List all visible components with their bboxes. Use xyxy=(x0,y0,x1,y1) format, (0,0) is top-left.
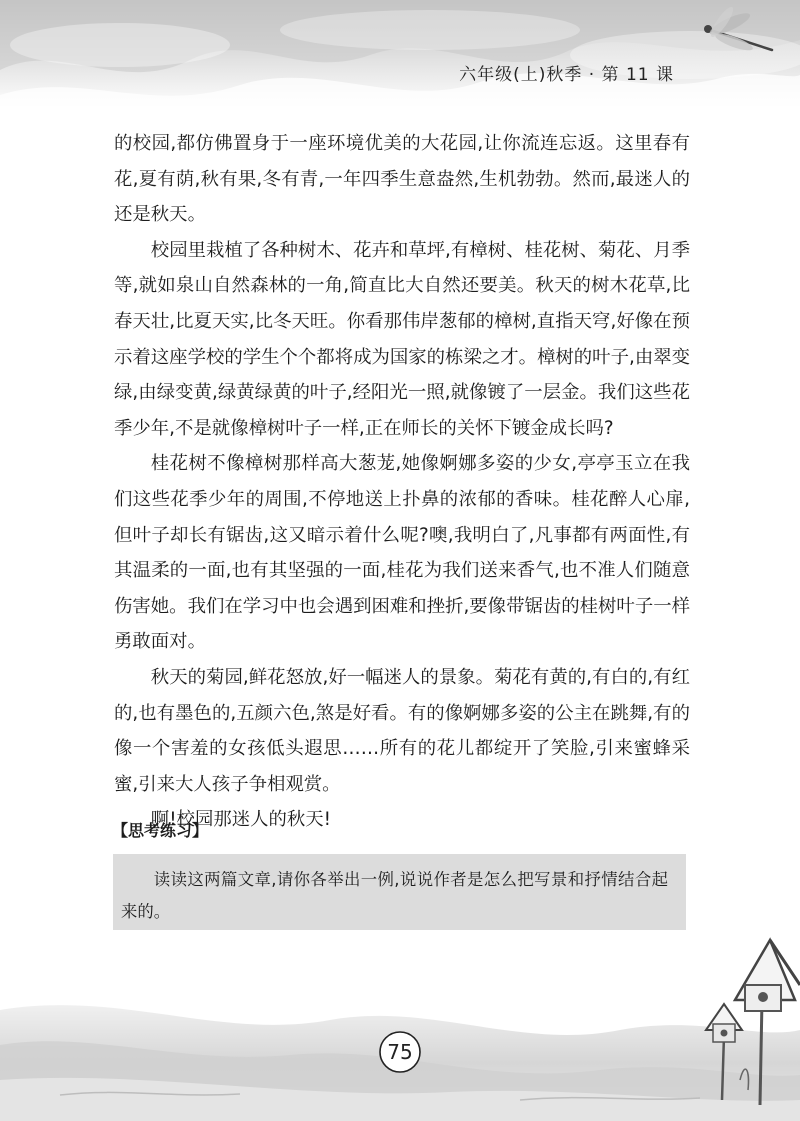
article-paragraph: 秋天的菊园,鲜花怒放,好一幅迷人的景象。菊花有黄的,有白的,有红的,也有墨色的,五颜六色,煞是好看。有的像婀娜多姿的公主在跳舞,有的像一个害羞的女孩低头遐思……所有的花儿都绽开了笑脸,引来蜜蜂采蜜,引来大人孩子争相观赏。 xyxy=(114,666,690,795)
page-number-badge xyxy=(377,1029,423,1075)
article-body xyxy=(114,126,690,838)
exercise-box xyxy=(113,854,686,930)
exercise-prompt: 读读这两篇文章,请你各举出一例,说说作者是怎么把写景和抒情结合起来的。 xyxy=(121,870,668,921)
page-number: 75 xyxy=(387,1040,413,1064)
article-paragraph: 桂花树不像樟树那样高大葱茏,她像婀娜多姿的少女,亭亭玉立在我们这些花季少年的周围,不停地送上扑鼻的浓郁的香味。桂花醉人心扉,但叶子却长有锯齿,这又暗示着什么呢?噢,我明白了,凡事都有两面性,有其温柔的一面,也有其坚强的一面,桂花为我们送来香气,也不准人们随意伤害她。我们在学习中也会遇到困难和挫折,要像带锯齿的桂树叶子一样勇敢面对。 xyxy=(114,453,690,653)
article-paragraph: 的校园,都仿佛置身于一座环境优美的大花园,让你流连忘返。这里春有花,夏有荫,秋有果,冬有青,一年四季生意盎然,生机勃勃。然而,最迷人的还是秋天。 xyxy=(114,133,690,226)
lesson-header-title: 六年级(上)秋季 · 第 11 课 xyxy=(459,65,674,85)
top-cloud-banner xyxy=(0,0,800,120)
exercise-heading: 【思考练习】 xyxy=(112,821,209,840)
article-paragraph: 啊!校园那迷人的秋天! xyxy=(150,809,332,831)
article-paragraph: 校园里栽植了各种树木、花卉和草坪,有樟树、桂花树、菊花、月季等,就如泉山自然森林的一角,简直比大自然还要美。秋天的树木花草,比春天壮,比夏天实,比冬天旺。你看那伟岸葱郁的樟树,直指天穹,好像在预示着这座学校的学生个个都将成为国家的栋梁之才。樟树的叶子,由翠变绿,由绿变黄,绿黄绿黄的叶子,经阳光一照,就像镀了一层金。我们这些花季少年,不是就像樟树叶子一样,正在师长的关怀下镀金成长吗? xyxy=(114,239,690,439)
